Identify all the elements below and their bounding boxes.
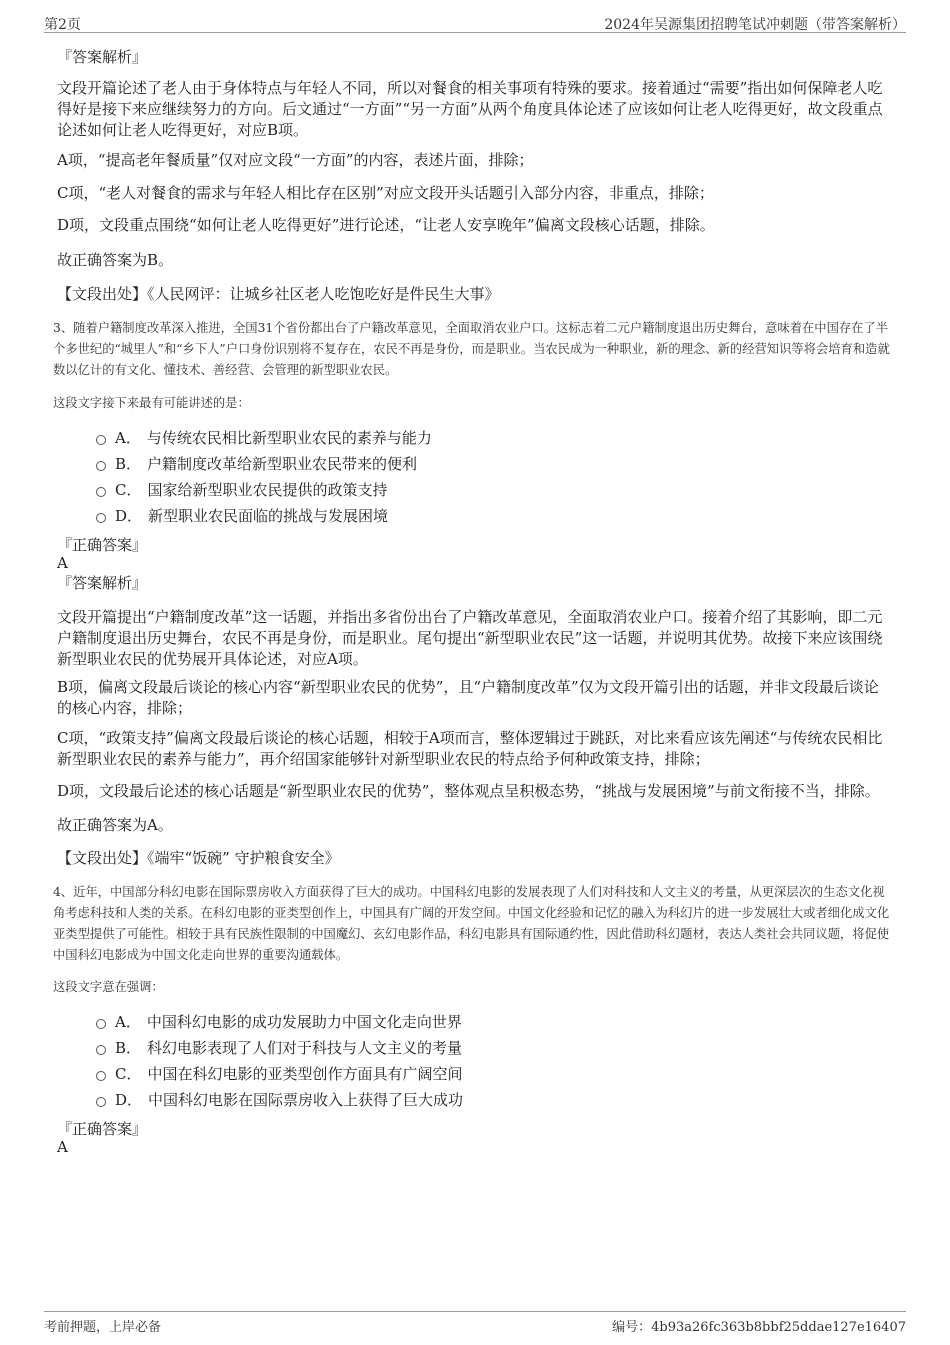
option-letter: D．	[115, 1091, 143, 1109]
page-footer	[44, 1311, 906, 1336]
q4-option-c[interactable]	[96, 1064, 463, 1084]
radio-icon[interactable]	[96, 487, 106, 497]
q2-analysis-label: 『答案解析』	[57, 48, 148, 66]
q4-correct-answer: A	[57, 1138, 68, 1156]
q2-analysis-option-a: A项，“提高老年餐质量”仅对应文段“一方面”的内容，表述片面，排除；	[57, 151, 534, 169]
q2-analysis-option-d: D项，文段重点围绕“如何让老人吃得更好”进行论述，“让老人安享晚年”偏离文段核心话题，排除。	[57, 216, 715, 234]
option-letter: D．	[115, 507, 143, 525]
page-number: 第2页	[44, 17, 81, 33]
q3-analysis-option-d: D项，文段最后论述的核心话题是“新型职业农民的优势”，整体观点呈积极态势，“挑战与发展困境”与前文衔接不当，排除。	[57, 782, 880, 800]
q3-conclusion: 故正确答案为A。	[57, 816, 173, 834]
option-text: 与传统农民相比新型职业农民的素养与能力	[146, 429, 432, 447]
option-text: 中国科幻电影在国际票房收入上获得了巨大成功	[148, 1091, 464, 1109]
q3-option-c[interactable]	[96, 480, 388, 500]
radio-icon[interactable]	[96, 1071, 106, 1081]
option-text: 科幻电影表现了人们对于科技与人文主义的考量	[147, 1039, 463, 1057]
option-text: 新型职业农民面临的挑战与发展困境	[148, 507, 389, 525]
option-letter: B．	[115, 455, 142, 473]
option-text: 中国科幻电影的成功发展助力中国文化走向世界	[146, 1013, 462, 1031]
radio-icon[interactable]	[96, 461, 106, 471]
q3-analysis-option-b: B项，偏离文段最后谈论的核心内容“新型职业农民的优势”，且“户籍制度改革”仅为文段开篇引出的话题，并非文段最后谈论的核心内容，排除；	[57, 678, 879, 717]
footer-slogan: 考前押题，上岸必备	[44, 1320, 162, 1335]
option-text: 户籍制度改革给新型职业农民带来的便利	[147, 455, 418, 473]
radio-icon[interactable]	[96, 1019, 106, 1029]
q4-question: 这段文字意在强调：	[53, 980, 164, 994]
q3-analysis-option-c: C项，“政策支持”偏离文段最后谈论的核心话题，相较于A项而言，整体逻辑过于跳跃，对比来看应该先阐述“与传统农民相比新型职业农民的素养与能力”，再介绍国家能够针对新型职业农民的特点给予何种政策支持，排除；	[57, 729, 883, 768]
radio-icon[interactable]	[96, 1045, 106, 1055]
document-code: 编号：4b93a26fc363b8bbf25ddae127e16407	[612, 1320, 906, 1335]
option-letter: C．	[115, 1065, 142, 1083]
q2-analysis-option-c: C项，“老人对餐食的需求与年轻人相比存在区别”对应文段开头话题引入部分内容，非重点，排除；	[57, 184, 714, 202]
q4-option-d[interactable]	[96, 1090, 463, 1110]
option-letter: A．	[115, 429, 141, 447]
q3-option-a[interactable]	[96, 428, 432, 448]
option-text: 国家给新型职业农民提供的政策支持	[147, 481, 388, 499]
option-letter: C．	[115, 481, 142, 499]
radio-icon[interactable]	[96, 435, 106, 445]
q4-correct-label: 『正确答案』	[57, 1120, 148, 1138]
q4-option-a[interactable]	[96, 1012, 462, 1032]
q3-source: 【文段出处】《端牢“饭碗” 守护粮食安全》	[57, 849, 340, 867]
q4-stem: 4、近年，中国部分科幻电影在国际票房收入方面获得了巨大的成功。中国科幻电影的发展表现了人们对科技和人文主义的考量，从更深层次的生态文化视角考虑科技和人类的关系。在科幻电影的亚类型创作上，中国具有广阔的开发空间。中国文化经验和记忆的融入为科幻片的进一步发展壮大或者细化成文化亚类型提供了可能性。相较于具有民族性限制的中国魔幻、玄幻电影作品，科幻电影具有国际通约性，因此借助科幻题材，表达人类社会共同议题，将促使中国科幻电影成为中国文化走向世界的重要沟通载体。	[53, 885, 890, 962]
q3-analysis-paragraph: 文段开篇提出“户籍制度改革”这一话题，并指出多省份出台了户籍改革意见，全面取消农业户口。接着介绍了其影响，即二元户籍制度退出历史舞台，农民不再是身份，而是职业。尾句提出“新型职业农民”这一话题，并说明其优势。故接下来应该围绕新型职业农民的优势展开具体论述，对应A项。	[57, 608, 883, 668]
document-title: 2024年吴源集团招聘笔试冲刺题（带答案解析）	[604, 17, 906, 33]
q2-conclusion: 故正确答案为B。	[57, 251, 174, 269]
q2-analysis-paragraph: 文段开篇论述了老人由于身体特点与年轻人不同，所以对餐食的相关事项有特殊的要求。接着通过“需要”指出如何保障老人吃得好是接下来应继续努力的方向。后文通过“一方面”“另一方面”从两个角度具体论述了应该如何让老人吃得更好，故文段重点论述如何让老人吃得更好，对应B项。	[57, 79, 883, 139]
q2-source: 【文段出处】《人民网评：让城乡社区老人吃饱吃好是件民生大事》	[57, 285, 500, 303]
q3-correct-answer: A	[57, 554, 68, 572]
q4-option-b[interactable]	[96, 1038, 462, 1058]
option-text: 中国在科幻电影的亚类型创作方面具有广阔空间	[147, 1065, 463, 1083]
q3-stem: 3、随着户籍制度改革深入推进，全国31个省份都出台了户籍改革意见，全面取消农业户口。这标志着二元户籍制度退出历史舞台，意味着在中国存在了半个多世纪的“城里人”和“乡下人”户口身份识别将不复存在，农民不再是身份，而是职业。当农民成为一种职业，新的理念、新的经营知识等将会培育和造就数以亿计的有文化、懂技术、善经营、会管理的新型职业农民。	[53, 321, 890, 377]
radio-icon[interactable]	[96, 1097, 106, 1107]
q3-question: 这段文字接下来最有可能讲述的是：	[53, 396, 250, 410]
option-letter: A．	[115, 1013, 141, 1031]
option-letter: B．	[115, 1039, 142, 1057]
radio-icon[interactable]	[96, 513, 106, 523]
q3-option-b[interactable]	[96, 454, 417, 474]
q3-analysis-label: 『答案解析』	[57, 574, 148, 592]
q3-correct-label: 『正确答案』	[57, 536, 148, 554]
q3-option-d[interactable]	[96, 506, 388, 526]
